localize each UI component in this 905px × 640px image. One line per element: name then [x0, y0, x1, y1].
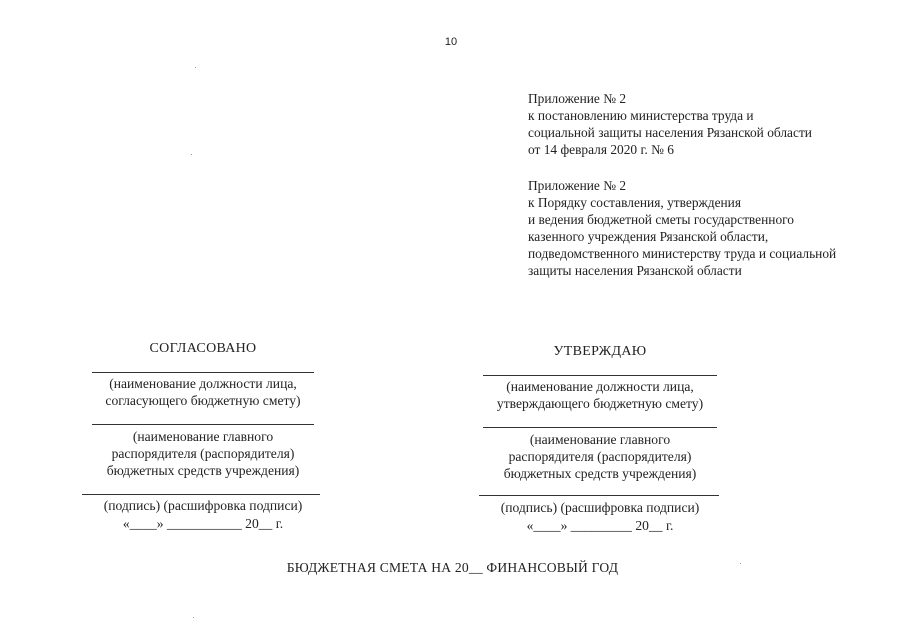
- approve-manager-caption-1: (наименование главного: [529, 432, 671, 447]
- approve-signature-line: [479, 495, 719, 496]
- approve-manager-caption-2: распорядителя (распорядителя): [508, 449, 692, 464]
- scan-speck: [740, 563, 741, 564]
- scan-speck: [193, 617, 194, 618]
- appendix-line: социальной защиты населения Рязанской области: [528, 125, 812, 140]
- appendix-line: к постановлению министерства труда и: [528, 108, 754, 123]
- agreed-heading: СОГЛАСОВАНО: [149, 341, 257, 356]
- agreed-manager-caption-2: распорядителя (распорядителя): [111, 446, 295, 461]
- appendix-resolution-block: [528, 90, 900, 158]
- appendix-line: Приложение № 2: [528, 91, 627, 106]
- approve-manager-caption-3: бюджетных средств учреждения): [503, 466, 697, 481]
- appendix-line: к Порядку составления, утверждения: [528, 195, 742, 210]
- page-number: 10: [444, 36, 458, 48]
- scan-speck: [191, 154, 192, 155]
- appendix-line: защиты населения Рязанской области: [528, 263, 742, 278]
- approve-manager-line: [483, 427, 717, 428]
- approve-date-line: «____» _________ 20__ г.: [526, 518, 674, 533]
- agreed-position-caption-1: (наименование должности лица,: [109, 376, 297, 391]
- appendix-line: Приложение № 2: [528, 178, 627, 193]
- approve-position-caption-2: утверждающего бюджетную смету): [496, 396, 704, 411]
- appendix-line: от 14 февраля 2020 г. № 6: [528, 142, 674, 157]
- agreed-block: [78, 338, 328, 538]
- appendix-line: казенного учреждения Рязанской области,: [528, 229, 769, 244]
- document-title: БЮДЖЕТНАЯ СМЕТА НА 20__ ФИНАНСОВЫЙ ГОД: [286, 560, 619, 575]
- appendix-line: подведомственного министерству труда и социальной: [528, 246, 837, 261]
- agreed-manager-caption-3: бюджетных средств учреждения): [106, 463, 300, 478]
- appendix-line: и ведения бюджетной сметы государственного: [528, 212, 794, 227]
- approve-position-caption-1: (наименование должности лица,: [506, 379, 694, 394]
- agreed-position-caption-2: согласующего бюджетную смету): [105, 393, 301, 408]
- approve-signature-caption: (подпись) (расшифровка подписи): [500, 500, 700, 515]
- agreed-signature-line: [82, 494, 320, 495]
- approve-position-line: [483, 375, 717, 376]
- approve-block: [475, 341, 725, 541]
- scan-speck: [195, 67, 196, 68]
- agreed-manager-line: [92, 424, 314, 425]
- agreed-date-line: «____» ___________ 20__ г.: [122, 516, 284, 531]
- agreed-signature-caption: (подпись) (расшифровка подписи): [103, 498, 303, 513]
- agreed-position-line: [92, 372, 314, 373]
- approve-heading: УТВЕРЖДАЮ: [553, 344, 647, 359]
- agreed-manager-caption-1: (наименование главного: [132, 429, 274, 444]
- appendix-procedure-block: [528, 177, 900, 279]
